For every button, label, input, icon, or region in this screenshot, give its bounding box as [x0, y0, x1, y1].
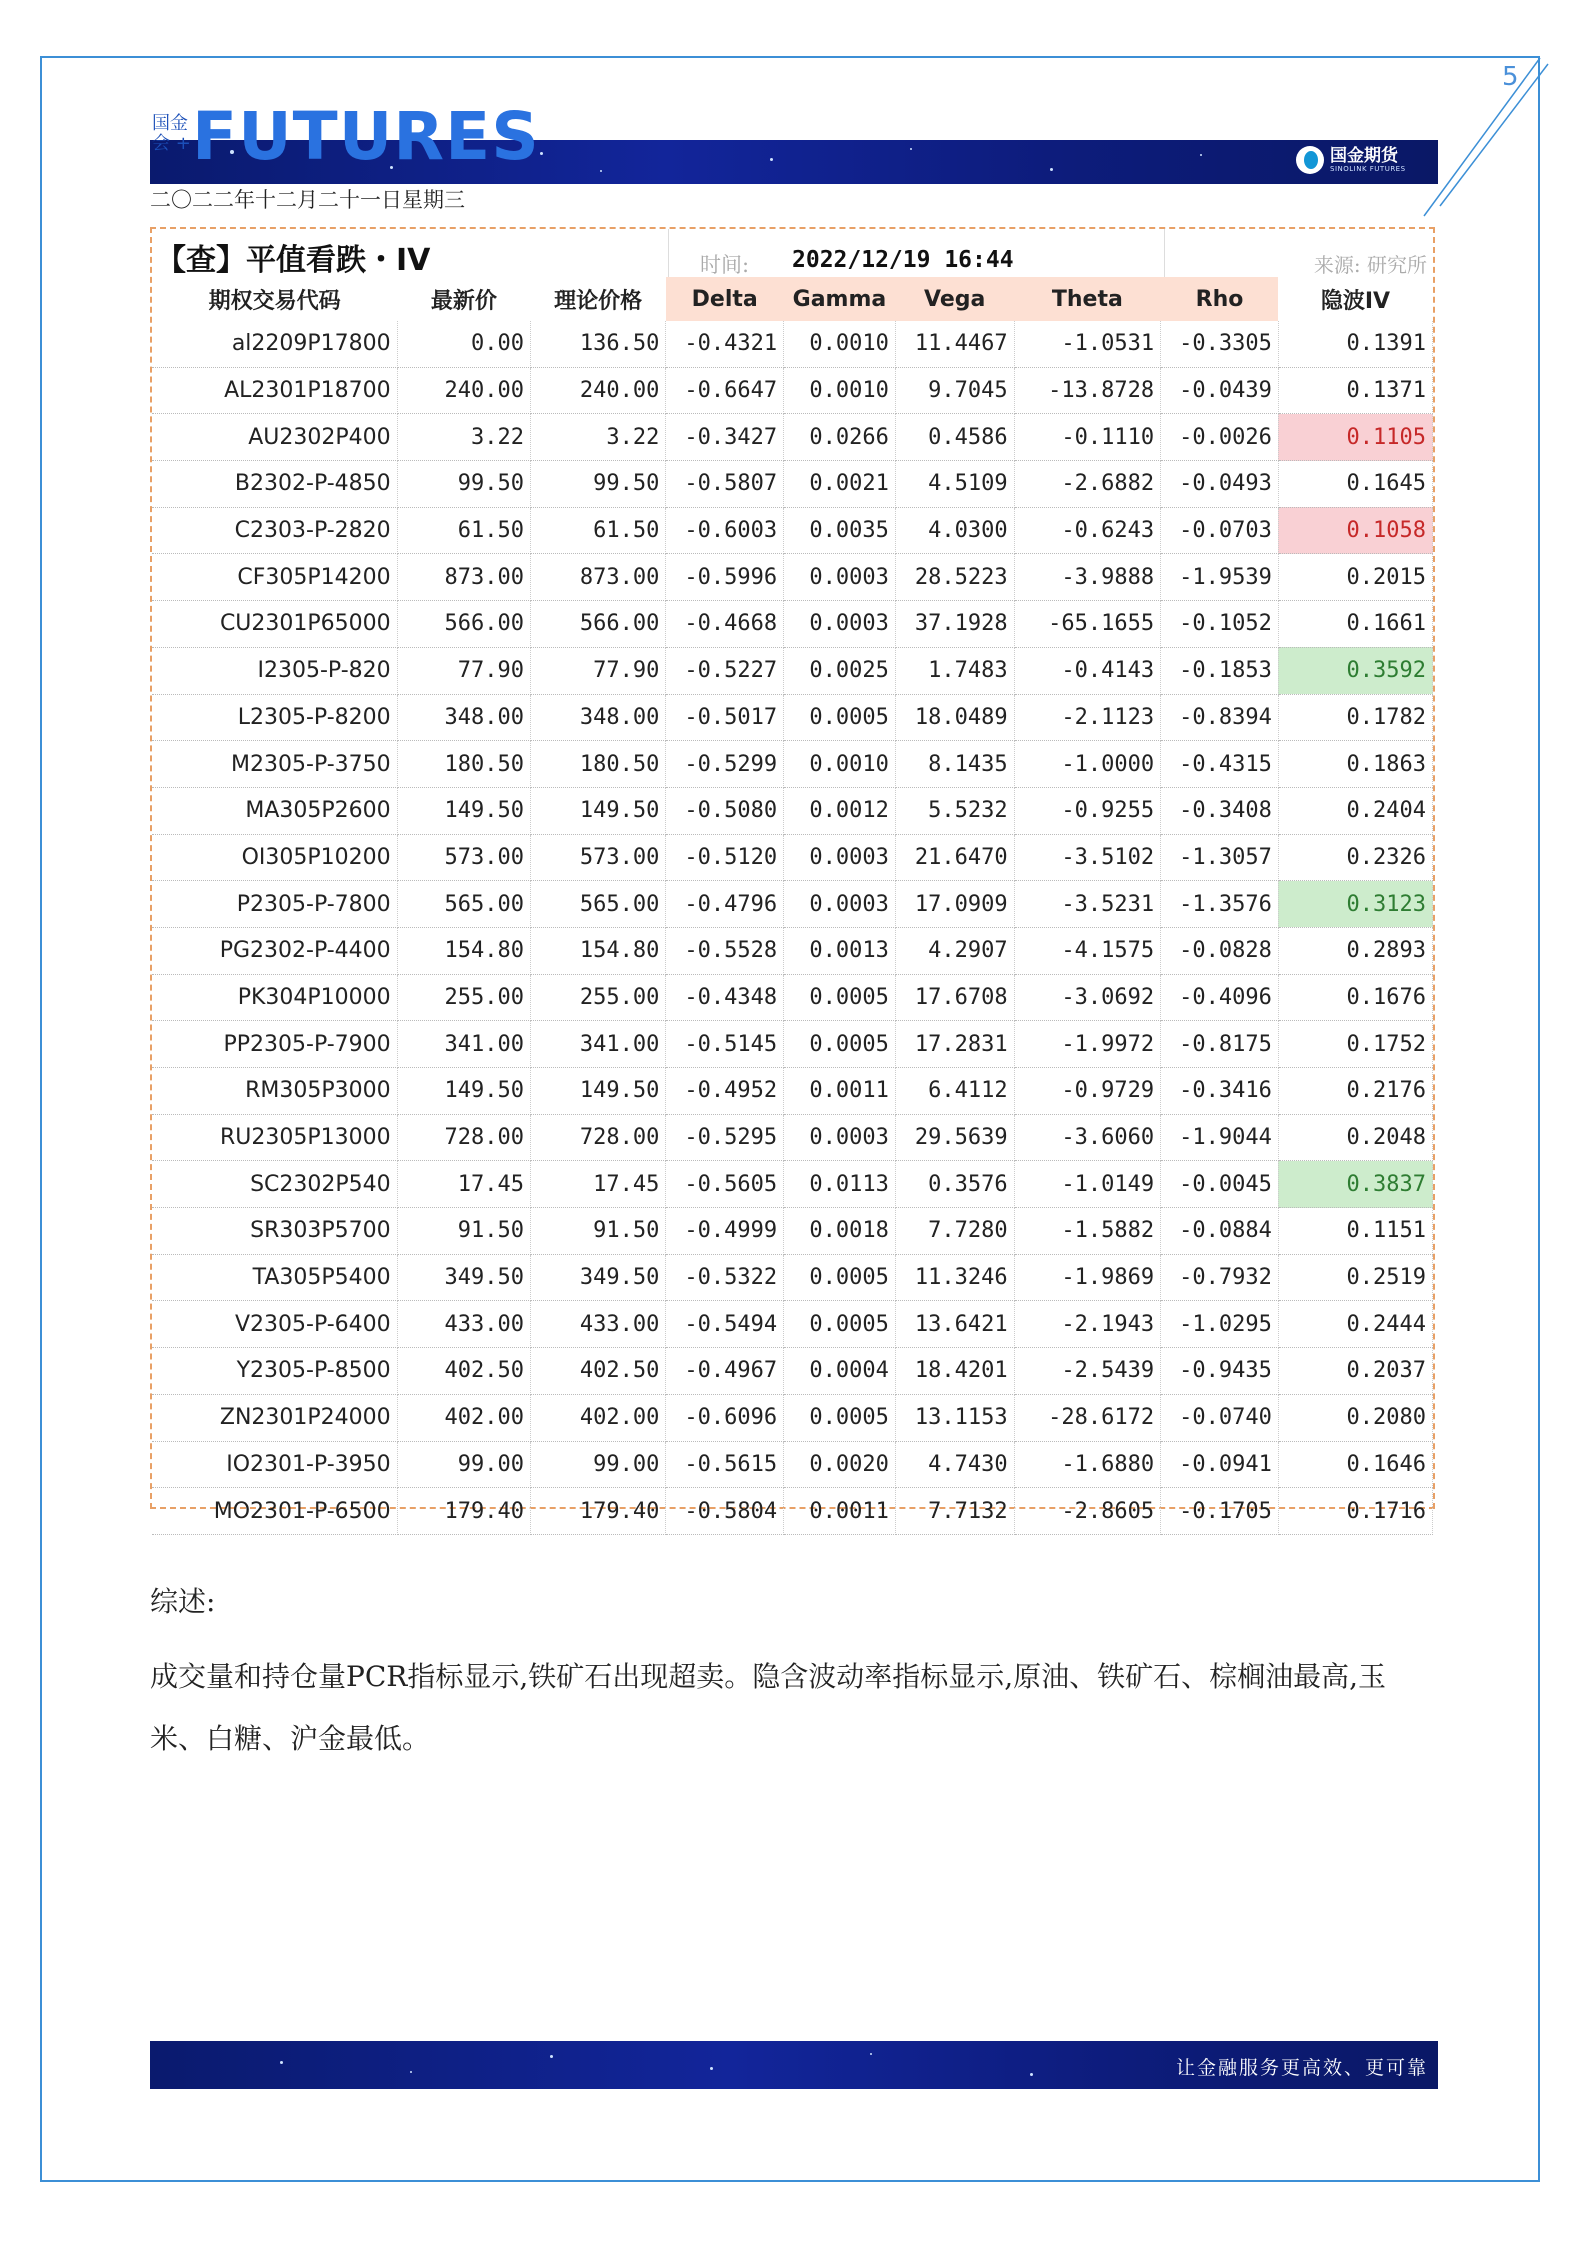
table-row — [152, 507, 1433, 554]
table-cell: -2.1123 — [1014, 694, 1161, 741]
table-row — [152, 461, 1433, 508]
table-cell: -0.0941 — [1161, 1441, 1279, 1488]
table-cell: 8.1435 — [895, 741, 1014, 788]
option-code-cell: RM305P3000 — [152, 1068, 397, 1115]
table-cell: 0.3123 — [1278, 881, 1432, 928]
table-row — [152, 1208, 1433, 1255]
table-cell: 99.00 — [397, 1441, 530, 1488]
table-cell: 0.1391 — [1278, 321, 1432, 367]
table-cell: 149.50 — [397, 1068, 530, 1115]
table-cell: -0.6096 — [666, 1394, 784, 1441]
table-cell: -1.9539 — [1161, 554, 1279, 601]
table-cell: 13.1153 — [895, 1394, 1014, 1441]
table-cell: -1.0295 — [1161, 1301, 1279, 1348]
option-code-cell: PG2302-P-4400 — [152, 927, 397, 974]
table-cell: 873.00 — [531, 554, 666, 601]
table-cell: 565.00 — [397, 881, 530, 928]
table-cell: 17.0909 — [895, 881, 1014, 928]
table-cell: 179.40 — [531, 1488, 666, 1535]
table-row — [152, 554, 1433, 601]
table-cell: 0.0025 — [784, 647, 896, 694]
table-cell: 0.2037 — [1278, 1348, 1432, 1395]
table-cell: -2.6882 — [1014, 461, 1161, 508]
table-cell: -3.6060 — [1014, 1114, 1161, 1161]
table-cell: 0.0005 — [784, 694, 896, 741]
table-cell: 0.3576 — [895, 1161, 1014, 1208]
brand-name: 国金期货 — [1330, 145, 1398, 166]
table-cell: 0.0005 — [784, 1254, 896, 1301]
table-cell: 17.6708 — [895, 974, 1014, 1021]
table-cell: -0.8175 — [1161, 1021, 1279, 1068]
table-cell: 180.50 — [397, 741, 530, 788]
option-code-cell: RU2305P13000 — [152, 1114, 397, 1161]
table-cell: -1.9044 — [1161, 1114, 1279, 1161]
table-cell: 0.0005 — [784, 1021, 896, 1068]
table-cell: 149.50 — [531, 1068, 666, 1115]
table-cell: 154.80 — [531, 927, 666, 974]
table-cell: 573.00 — [397, 834, 530, 881]
table-cell: 0.1782 — [1278, 694, 1432, 741]
table-cell: 7.7132 — [895, 1488, 1014, 1535]
footer-banner — [150, 2041, 1438, 2089]
table-cell: -0.3305 — [1161, 321, 1279, 367]
table-cell: 4.7430 — [895, 1441, 1014, 1488]
table-header-row — [152, 277, 1433, 321]
table-cell: 179.40 — [397, 1488, 530, 1535]
table-cell: -2.8605 — [1014, 1488, 1161, 1535]
table-cell: 0.0003 — [784, 601, 896, 648]
table-cell: 0.4586 — [895, 414, 1014, 461]
table-cell: 4.5109 — [895, 461, 1014, 508]
table-cell: 402.00 — [531, 1394, 666, 1441]
table-cell: -0.4315 — [1161, 741, 1279, 788]
table-cell: -0.5615 — [666, 1441, 784, 1488]
table-cell: -3.5231 — [1014, 881, 1161, 928]
table-cell: -1.3576 — [1161, 881, 1279, 928]
table-cell: -1.0000 — [1014, 741, 1161, 788]
iv-table-panel — [150, 227, 1435, 1524]
table-cell: -0.5145 — [666, 1021, 784, 1068]
table-cell: -0.5017 — [666, 694, 784, 741]
table-cell: 565.00 — [531, 881, 666, 928]
table-cell: -0.0703 — [1161, 507, 1279, 554]
table-row — [152, 414, 1433, 461]
table-cell: 0.1752 — [1278, 1021, 1432, 1068]
table-cell: 77.90 — [531, 647, 666, 694]
table-cell: -0.0884 — [1161, 1208, 1279, 1255]
table-cell: 61.50 — [531, 507, 666, 554]
table-cell: -0.6003 — [666, 507, 784, 554]
table-cell: -0.5322 — [666, 1254, 784, 1301]
table-cell: 0.1646 — [1278, 1441, 1432, 1488]
table-cell: 21.6470 — [895, 834, 1014, 881]
option-code-cell: AL2301P18700 — [152, 367, 397, 414]
page-number: 5 — [1502, 62, 1519, 92]
table-cell: -0.1705 — [1161, 1488, 1279, 1535]
table-row — [152, 1254, 1433, 1301]
table-cell: 29.5639 — [895, 1114, 1014, 1161]
table-cell: -0.0740 — [1161, 1394, 1279, 1441]
table-title: 【查】平值看跌・IV — [156, 243, 431, 278]
option-code-cell: M2305-P-3750 — [152, 741, 397, 788]
table-row — [152, 1021, 1433, 1068]
table-cell: -2.5439 — [1014, 1348, 1161, 1395]
col-header: 理论价格 — [554, 288, 643, 314]
table-row — [152, 1348, 1433, 1395]
col-header: Rho — [1161, 277, 1279, 321]
table-row — [152, 927, 1433, 974]
table-cell: -0.1052 — [1161, 601, 1279, 648]
table-cell: 402.00 — [397, 1394, 530, 1441]
table-cell: 341.00 — [531, 1021, 666, 1068]
logo-chinese: 国金 会 + — [152, 113, 191, 154]
table-cell: -0.0439 — [1161, 367, 1279, 414]
table-cell: -1.6880 — [1014, 1441, 1161, 1488]
option-code-cell: PP2305-P-7900 — [152, 1021, 397, 1068]
table-cell: 573.00 — [531, 834, 666, 881]
table-cell: -2.1943 — [1014, 1301, 1161, 1348]
table-cell: -0.0828 — [1161, 927, 1279, 974]
option-code-cell: IO2301-P-3950 — [152, 1441, 397, 1488]
table-cell: -0.5494 — [666, 1301, 784, 1348]
table-cell: 0.0011 — [784, 1068, 896, 1115]
table-cell: 0.2519 — [1278, 1254, 1432, 1301]
table-cell: 149.50 — [531, 787, 666, 834]
table-cell: 4.0300 — [895, 507, 1014, 554]
table-cell: 3.22 — [397, 414, 530, 461]
table-cell: 0.0021 — [784, 461, 896, 508]
table-cell: 0.3837 — [1278, 1161, 1432, 1208]
table-cell: 0.0020 — [784, 1441, 896, 1488]
table-cell: 0.1716 — [1278, 1488, 1432, 1535]
table-cell: -1.9869 — [1014, 1254, 1161, 1301]
table-cell: -0.5605 — [666, 1161, 784, 1208]
table-cell: 0.0003 — [784, 881, 896, 928]
table-cell: 0.1105 — [1278, 414, 1432, 461]
table-cell: -0.5295 — [666, 1114, 784, 1161]
table-cell: 154.80 — [397, 927, 530, 974]
table-cell: 0.00 — [397, 321, 530, 367]
table-cell: 728.00 — [531, 1114, 666, 1161]
table-cell: 149.50 — [397, 787, 530, 834]
table-cell: 0.1645 — [1278, 461, 1432, 508]
table-cell: -0.5807 — [666, 461, 784, 508]
table-cell: 99.50 — [531, 461, 666, 508]
table-cell: -0.6647 — [666, 367, 784, 414]
table-cell: 17.2831 — [895, 1021, 1014, 1068]
table-cell: 0.0010 — [784, 741, 896, 788]
table-row — [152, 1114, 1433, 1161]
table-cell: -0.9729 — [1014, 1068, 1161, 1115]
table-title-bar — [152, 229, 1433, 277]
table-cell: 0.0013 — [784, 927, 896, 974]
table-row — [152, 694, 1433, 741]
table-cell: 11.3246 — [895, 1254, 1014, 1301]
option-code-cell: I2305-P-820 — [152, 647, 397, 694]
table-cell: 0.1661 — [1278, 601, 1432, 648]
table-cell: 99.50 — [397, 461, 530, 508]
table-cell: -0.4321 — [666, 321, 784, 367]
table-cell: 255.00 — [531, 974, 666, 1021]
table-cell: -0.4143 — [1014, 647, 1161, 694]
report-date: 二〇二二年十二月二十一日星期三 — [150, 188, 465, 212]
table-cell: -0.5996 — [666, 554, 784, 601]
table-cell: -0.9255 — [1014, 787, 1161, 834]
table-row — [152, 321, 1433, 367]
table-cell: 91.50 — [531, 1208, 666, 1255]
col-header: Delta — [666, 277, 784, 321]
table-cell: 0.0035 — [784, 507, 896, 554]
table-cell: 0.0012 — [784, 787, 896, 834]
table-cell: 28.5223 — [895, 554, 1014, 601]
table-cell: 77.90 — [397, 647, 530, 694]
table-row — [152, 881, 1433, 928]
col-header: Gamma — [784, 277, 896, 321]
table-cell: -0.4668 — [666, 601, 784, 648]
table-cell: 9.7045 — [895, 367, 1014, 414]
col-header: 最新价 — [430, 288, 497, 314]
table-row — [152, 1441, 1433, 1488]
table-cell: 255.00 — [397, 974, 530, 1021]
table-cell: -13.8728 — [1014, 367, 1161, 414]
table-cell: 17.45 — [531, 1161, 666, 1208]
table-cell: 0.0005 — [784, 1301, 896, 1348]
table-cell: 5.5232 — [895, 787, 1014, 834]
table-row — [152, 741, 1433, 788]
table-cell: -0.5528 — [666, 927, 784, 974]
table-cell: 0.0266 — [784, 414, 896, 461]
table-cell: 6.4112 — [895, 1068, 1014, 1115]
option-code-cell: MA305P2600 — [152, 787, 397, 834]
table-cell: 0.2444 — [1278, 1301, 1432, 1348]
iv-table — [152, 277, 1433, 1535]
table-cell: 18.0489 — [895, 694, 1014, 741]
table-cell: 873.00 — [397, 554, 530, 601]
table-cell: 3.22 — [531, 414, 666, 461]
table-cell: 402.50 — [531, 1348, 666, 1395]
table-cell: 0.2015 — [1278, 554, 1432, 601]
table-cell: -0.3408 — [1161, 787, 1279, 834]
table-cell: -0.5080 — [666, 787, 784, 834]
table-cell: 18.4201 — [895, 1348, 1014, 1395]
option-code-cell: AU2302P400 — [152, 414, 397, 461]
option-code-cell: OI305P10200 — [152, 834, 397, 881]
table-cell: 0.1151 — [1278, 1208, 1432, 1255]
table-cell: -0.0026 — [1161, 414, 1279, 461]
table-cell: 341.00 — [397, 1021, 530, 1068]
table-cell: 0.0011 — [784, 1488, 896, 1535]
table-cell: 349.50 — [531, 1254, 666, 1301]
table-row — [152, 601, 1433, 648]
table-cell: 566.00 — [531, 601, 666, 648]
table-cell: -0.5227 — [666, 647, 784, 694]
table-cell: 0.0010 — [784, 321, 896, 367]
table-cell: -0.4967 — [666, 1348, 784, 1395]
table-cell: 0.0003 — [784, 554, 896, 601]
table-row — [152, 1161, 1433, 1208]
table-cell: -1.0531 — [1014, 321, 1161, 367]
brand-logo-icon — [1296, 146, 1324, 174]
option-code-cell: B2302-P-4850 — [152, 461, 397, 508]
table-cell: 37.1928 — [895, 601, 1014, 648]
table-cell: -0.4096 — [1161, 974, 1279, 1021]
table-cell: -0.5120 — [666, 834, 784, 881]
table-cell: 17.45 — [397, 1161, 530, 1208]
table-cell: 0.2404 — [1278, 787, 1432, 834]
table-cell: -0.1110 — [1014, 414, 1161, 461]
table-cell: 136.50 — [531, 321, 666, 367]
col-header: 期权交易代码 — [208, 288, 341, 314]
table-cell: 240.00 — [397, 367, 530, 414]
table-cell: -1.5882 — [1014, 1208, 1161, 1255]
table-cell: 180.50 — [531, 741, 666, 788]
table-cell: -3.5102 — [1014, 834, 1161, 881]
option-code-cell: V2305-P-6400 — [152, 1301, 397, 1348]
table-cell: -0.4952 — [666, 1068, 784, 1115]
table-cell: -0.1853 — [1161, 647, 1279, 694]
table-cell: -0.9435 — [1161, 1348, 1279, 1395]
table-cell: -0.4796 — [666, 881, 784, 928]
table-cell: 566.00 — [397, 601, 530, 648]
table-row — [152, 1068, 1433, 1115]
option-code-cell: CU2301P65000 — [152, 601, 397, 648]
option-code-cell: Y2305-P-8500 — [152, 1348, 397, 1395]
table-cell: 0.1676 — [1278, 974, 1432, 1021]
table-cell: 91.50 — [397, 1208, 530, 1255]
brand-subtitle: SINOLINK FUTURES — [1330, 164, 1406, 173]
table-row — [152, 647, 1433, 694]
table-cell: -0.5804 — [666, 1488, 784, 1535]
table-cell: 349.50 — [397, 1254, 530, 1301]
table-cell: -0.4999 — [666, 1208, 784, 1255]
option-code-cell: SR303P5700 — [152, 1208, 397, 1255]
table-cell: 240.00 — [531, 367, 666, 414]
table-cell: -1.9972 — [1014, 1021, 1161, 1068]
table-cell: 7.7280 — [895, 1208, 1014, 1255]
table-cell: 0.2326 — [1278, 834, 1432, 881]
table-cell: 0.2176 — [1278, 1068, 1432, 1115]
option-code-cell: TA305P5400 — [152, 1254, 397, 1301]
col-header: Vega — [895, 277, 1014, 321]
corner-decoration — [1420, 56, 1550, 226]
table-cell: -65.1655 — [1014, 601, 1161, 648]
table-cell: -0.0493 — [1161, 461, 1279, 508]
table-cell: 0.1863 — [1278, 741, 1432, 788]
footer-slogan: 让金融服务更高效、更可靠 — [1175, 2057, 1428, 2079]
table-cell: -0.4348 — [666, 974, 784, 1021]
table-cell: 0.0005 — [784, 1394, 896, 1441]
table-cell: -0.7932 — [1161, 1254, 1279, 1301]
option-code-cell: P2305-P-7800 — [152, 881, 397, 928]
summary-text: 成交量和持仓量PCR指标显示,铁矿石出现超卖。隐含波动率指标显示,原油、铁矿石、棕榈油最高,玉米、白糖、沪金最低。 — [150, 1660, 1387, 1755]
logo-futures-wordmark: FUTURES — [192, 98, 540, 175]
table-row — [152, 1394, 1433, 1441]
brand-logo — [1296, 146, 1406, 174]
table-cell: -0.8394 — [1161, 694, 1279, 741]
table-cell: 0.0004 — [784, 1348, 896, 1395]
table-cell: 0.1371 — [1278, 367, 1432, 414]
table-cell: 0.3592 — [1278, 647, 1432, 694]
option-code-cell: C2303-P-2820 — [152, 507, 397, 554]
table-cell: -28.6172 — [1014, 1394, 1161, 1441]
table-cell: 13.6421 — [895, 1301, 1014, 1348]
table-cell: 348.00 — [397, 694, 530, 741]
table-cell: 99.00 — [531, 1441, 666, 1488]
table-cell: 728.00 — [397, 1114, 530, 1161]
time-label: 时间: — [700, 253, 750, 277]
table-cell: 433.00 — [531, 1301, 666, 1348]
option-code-cell: al2209P17800 — [152, 321, 397, 367]
table-cell: -0.3416 — [1161, 1068, 1279, 1115]
option-code-cell: ZN2301P24000 — [152, 1394, 397, 1441]
table-cell: -4.1575 — [1014, 927, 1161, 974]
option-code-cell: PK304P10000 — [152, 974, 397, 1021]
time-value: 2022/12/19 16:44 — [792, 247, 1014, 273]
table-cell: 0.0003 — [784, 834, 896, 881]
table-cell: 0.0003 — [784, 1114, 896, 1161]
table-row — [152, 1301, 1433, 1348]
col-header: Theta — [1014, 277, 1161, 321]
table-cell: 0.0005 — [784, 974, 896, 1021]
table-row — [152, 367, 1433, 414]
table-cell: 0.2893 — [1278, 927, 1432, 974]
table-cell: 0.2048 — [1278, 1114, 1432, 1161]
table-row — [152, 1488, 1433, 1535]
table-cell: 433.00 — [397, 1301, 530, 1348]
summary-section — [150, 1580, 1440, 1770]
table-cell: 0.0113 — [784, 1161, 896, 1208]
table-cell: -1.3057 — [1161, 834, 1279, 881]
table-cell: 0.1058 — [1278, 507, 1432, 554]
table-row — [152, 974, 1433, 1021]
table-cell: -0.3427 — [666, 414, 784, 461]
table-cell: 11.4467 — [895, 321, 1014, 367]
table-cell: 4.2907 — [895, 927, 1014, 974]
option-code-cell: MO2301-P-6500 — [152, 1488, 397, 1535]
table-cell: 0.0010 — [784, 367, 896, 414]
option-code-cell: L2305-P-8200 — [152, 694, 397, 741]
option-code-cell: SC2302P540 — [152, 1161, 397, 1208]
table-cell: -0.0045 — [1161, 1161, 1279, 1208]
option-code-cell: CF305P14200 — [152, 554, 397, 601]
table-row — [152, 834, 1433, 881]
table-cell: -0.6243 — [1014, 507, 1161, 554]
table-cell: 348.00 — [531, 694, 666, 741]
table-cell: -3.9888 — [1014, 554, 1161, 601]
table-cell: -1.0149 — [1014, 1161, 1161, 1208]
table-cell: 1.7483 — [895, 647, 1014, 694]
col-header: 隐波IV — [1320, 288, 1391, 314]
table-cell: 61.50 — [397, 507, 530, 554]
table-cell: 402.50 — [397, 1348, 530, 1395]
table-cell: 0.0018 — [784, 1208, 896, 1255]
source-label: 来源: 研究所 — [1313, 253, 1427, 277]
summary-label: 综述: — [150, 1585, 216, 1618]
table-cell: -0.5299 — [666, 741, 784, 788]
table-cell: -3.0692 — [1014, 974, 1161, 1021]
table-cell: 0.2080 — [1278, 1394, 1432, 1441]
table-row — [152, 787, 1433, 834]
